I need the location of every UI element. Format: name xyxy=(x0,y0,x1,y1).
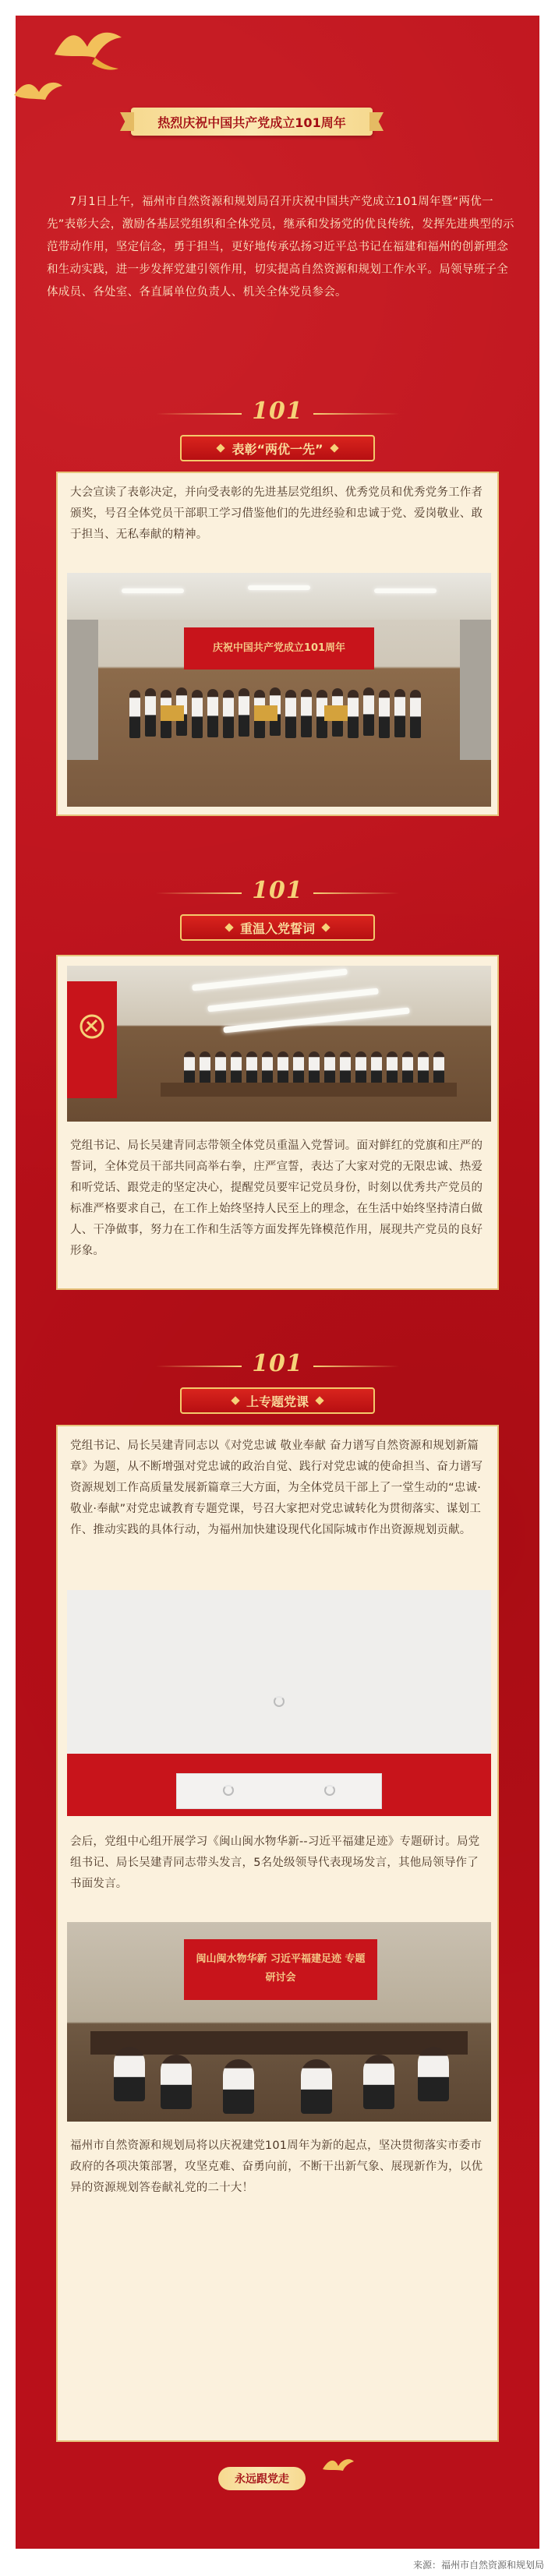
party-emblem-icon xyxy=(78,1012,106,1041)
section-number: 101 xyxy=(252,877,303,904)
seminar-banner: 闽山闽水物华新 习近平福建足迹 专题研讨会 xyxy=(184,1939,377,2000)
award-ceremony-photo xyxy=(67,573,491,807)
section-paragraph: 大会宣读了表彰决定，并向受表彰的先进基层党组织、优秀党员和优秀党务工作者颁奖，号召全体党员干部职工学习借鉴他们的先进经验和忠诚于党、爱岗敬业、敢于担当、无私奉献的精神。 xyxy=(70,486,483,541)
section-header xyxy=(16,1348,539,1411)
intro-paragraph: 7月1日上午，福州市自然资源和规划局召开庆祝中国共产党成立101周年暨“两优一先”表彰大会，激励各基层党组织和全体党员，继承和发扬党的优良传统，发挥先进典型的示范带动作用，坚定信念，勇于担当，更好地传承弘扬习近平总书记在福建和福州的创新理念和生动实践，进一步发挥党建引领作用，切实提高自然资源和规划工作水平。局领导班子全体成员、各处室、各直属单位负责人、机关全体党员参会。 xyxy=(47,196,514,299)
page-title: 热烈庆祝中国共产党成立101周年 xyxy=(131,108,373,136)
diamond-icon xyxy=(217,443,225,452)
dove-icon xyxy=(11,76,65,108)
diamond-icon xyxy=(224,923,233,931)
stage-banner: 庆祝中国共产党成立101周年 xyxy=(184,627,374,670)
section-title: 表彰“两优一先” xyxy=(180,435,375,461)
footer-badge: 永远跟党走 xyxy=(218,2467,306,2490)
section-card xyxy=(56,1425,499,2442)
section-paragraph: 福州市自然资源和规划局将以庆祝建党101周年为新的起点，坚决贯彻落实市委市政府的各项决策部署，攻坚克难、奋勇向前，不断干出新气象、展现新作为，以优异的资源规划答卷献礼党的二十大！ xyxy=(70,2140,483,2194)
section-title: 重温入党誓词 xyxy=(180,914,375,941)
section-paragraph: 党组书记、局长吴建青同志带领全体党员重温入党誓词。面对鲜红的党旗和庄严的誓词，全体党员干部共同高举右拳，庄严宣誓，表达了大家对党的无限忠诚、热爱和听党话、跟党走的坚定决心，提醒党员要牢记党员身份，时刻以优秀共产党员的标准严格要求自己，在工作上始终坚持人民至上的理念，在生活中始终坚持清白做人、干净做事，努力在工作和生活等方面发挥先锋模范作用，展现共产党员的良好形象。 xyxy=(70,1140,483,1257)
section-header xyxy=(16,396,539,458)
section-header xyxy=(16,875,539,938)
dove-icon xyxy=(47,23,133,78)
section-number: 101 xyxy=(252,1350,303,1377)
loading-spinner-icon xyxy=(324,1785,335,1796)
poster-background xyxy=(16,16,539,2549)
section-paragraph: 党组书记、局长吴建青同志以《对党忠诚 敬业奉献 奋力谱写自然资源和规划新篇章》为题，从不断增强对党忠诚的政治自觉、践行对党忠诚的使命担当、奋力谱写资源规划工作高质量发展新篇章三大方面，为全体党员干部上了一堂生动的“忠诚·敬业·奉献”对党忠诚教育专题党课，号召大家把对党忠诚转化为贯彻落实、谋划工作、推动实践的具体行动，为福州加快建设现代化国际城市作出资源规划贡献。 xyxy=(70,1440,483,1536)
diamond-icon xyxy=(315,1396,323,1405)
loading-spinner-icon xyxy=(223,1785,234,1796)
section-card xyxy=(56,955,499,1290)
section-number: 101 xyxy=(252,398,303,425)
diamond-icon xyxy=(330,443,338,452)
loading-image xyxy=(67,1590,491,1816)
diamond-icon xyxy=(231,1396,239,1405)
dove-icon xyxy=(320,2455,355,2477)
section-paragraph: 会后，党组中心组开展学习《闽山闽水物华新--习近平福建足迹》专题研讨。局党组书记、局长吴建青同志带头发言，5名处级领导代表现场发言，其他局领导作了书面发言。 xyxy=(70,1836,480,1890)
source-credit: 来源：福州市自然资源和规划局 xyxy=(412,2560,544,2571)
seminar-photo xyxy=(67,1922,491,2122)
oath-photo xyxy=(67,966,491,1122)
section-card xyxy=(56,472,499,816)
loading-spinner-icon xyxy=(274,1696,285,1707)
diamond-icon xyxy=(321,923,330,931)
section-title: 上专题党课 xyxy=(180,1387,375,1414)
